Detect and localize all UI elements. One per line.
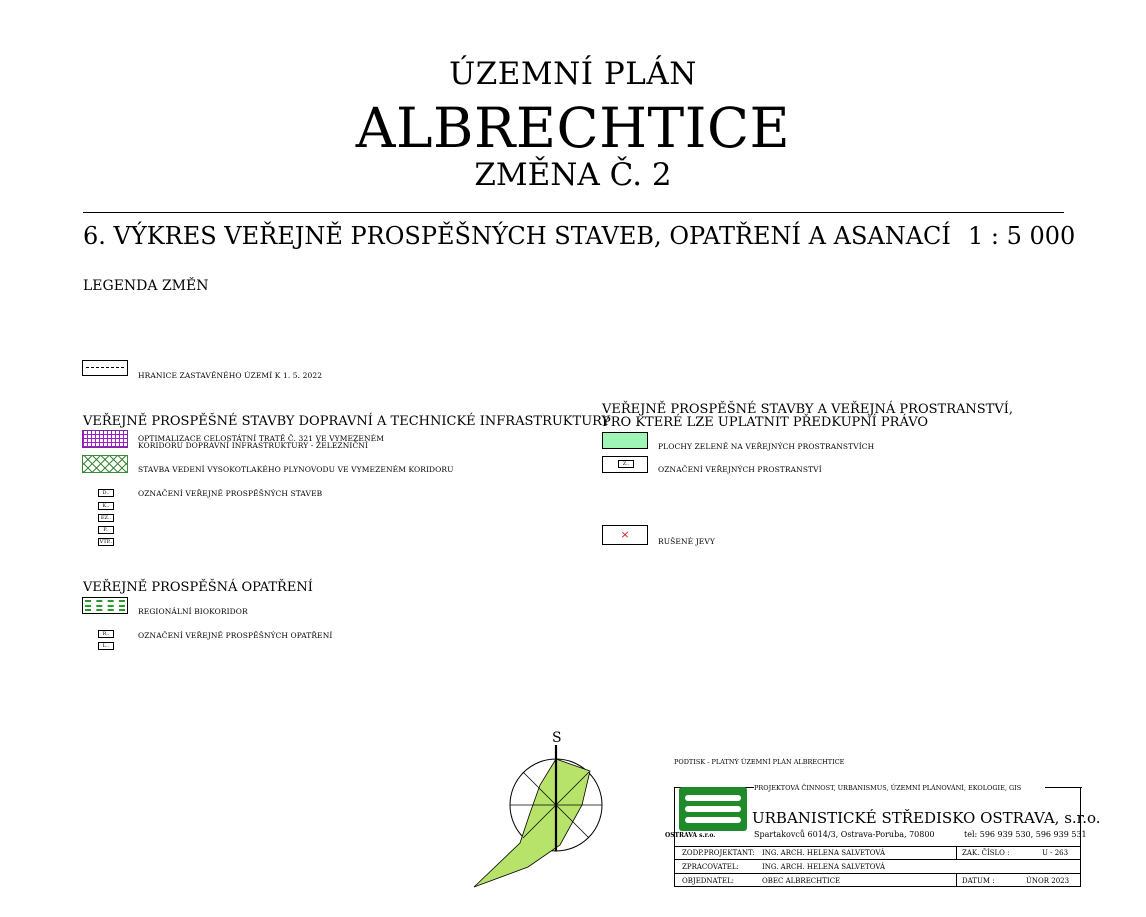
greenery-label: PLOCHY ZELENĚ NA VEŘEJNÝCH PROSTRANSTVÍCH (658, 442, 875, 451)
table-row-1-keyval: U - 263 (1042, 849, 1069, 857)
table-divider-1 (956, 846, 957, 859)
title-divider (83, 212, 1064, 213)
cancelled-label: RUŠENÉ JEVY (658, 537, 715, 546)
railway-label-2: KORIDORU DOPRAVNÍ INFRASTRUKTURY - ŽELEZNIČNÍ (138, 441, 369, 450)
infra-heading: VEŘEJNĚ PROSPĚŠNÉ STAVBY DOPRAVNÍ A TECHNICKÉ INFRASTRUKTURY (83, 414, 611, 429)
title-block-top-right-line (1045, 787, 1082, 788)
table-row-3-key: DATUM : (962, 877, 995, 885)
plan-title: ÚZEMNÍ PLÁN (449, 56, 697, 92)
railway-corridor-swatch (82, 430, 128, 448)
boundary-dash-line (86, 367, 124, 368)
table-rule-top (674, 846, 1081, 847)
biocorridor-line-bottom (85, 609, 125, 611)
north-label: S (552, 730, 562, 746)
vps-codes-label: OZNAČENÍ VEŘEJNĚ PROSPĚŠNÝCH STAVEB (138, 489, 323, 498)
company-address: Spartakovců 6014/3, Ostrava-Poruba, 70800 (754, 830, 935, 839)
public-space-swatch (602, 456, 648, 473)
biocorridor-label: REGIONÁLNÍ BIOKORIDOR (138, 607, 248, 616)
public-space-code: Z.. (618, 460, 634, 468)
logo-stripe-2 (685, 806, 741, 812)
public-heading-2: PRO KTERÉ LZE UPLATNIT PŘEDKUPNÍ PRÁVO (602, 415, 929, 430)
table-row-3-keyval: ÚNOR 2023 (1026, 877, 1070, 885)
biocorridor-line-top (85, 600, 125, 602)
boundary-label: HRANICE ZASTAVĚNÉHO ÚZEMÍ K 1. 5. 2022 (138, 371, 323, 380)
biocorridor-line-mid (85, 605, 125, 607)
table-rule-2 (674, 873, 1081, 874)
public-space-label: OZNAČENÍ VEŘEJNÝCH PROSTRANSTVÍ (658, 465, 822, 474)
biocorridor-swatch (82, 597, 128, 614)
sheet-scale: 1 : 5 000 (968, 222, 1076, 250)
vps-code-p: P.. (98, 526, 114, 534)
logo-stripe-3 (685, 817, 741, 823)
table-rule-1 (674, 859, 1081, 860)
vpo-codes-label: OZNAČENÍ VEŘEJNĚ PROSPĚŠNÝCH OPATŘENÍ (138, 631, 333, 640)
company-name: URBANISTICKÉ STŘEDISKO OSTRAVA, s.r.o. (752, 809, 1101, 827)
underlay-note: PODTISK - PLATNÝ ÚZEMNÍ PLÁN ALBRECHTICE (674, 758, 845, 766)
sheet-title: 6. VÝKRES VEŘEJNĚ PROSPĚŠNÝCH STAVEB, OPATŘENÍ A ASANACÍ (83, 222, 951, 250)
cancelled-swatch: × (602, 525, 648, 545)
greenery-swatch (602, 432, 648, 449)
table-row-2-value: ING. ARCH. HELENA SALVETOVÁ (762, 863, 886, 871)
table-row-3-label: OBJEDNATEL: (682, 877, 734, 885)
boundary-swatch (82, 360, 128, 376)
company-phone: tel: 596 939 530, 596 939 531 (964, 830, 1087, 839)
vpo-code-l: L.. (98, 642, 114, 650)
table-divider-2 (956, 873, 957, 887)
vps-code-ez: EZ.. (98, 514, 114, 522)
table-row-1-label: ZODP.PROJEKTANT: (682, 849, 755, 857)
municipality-title: ALBRECHTICE (355, 96, 791, 160)
title-block-table (674, 846, 1081, 887)
vpo-code-r: R.. (98, 630, 114, 638)
legend-title: LEGENDA ZMĚN (83, 278, 209, 294)
vps-code-k: K.. (98, 502, 114, 510)
company-logo (665, 787, 749, 839)
measures-heading: VEŘEJNĚ PROSPĚŠNÁ OPATŘENÍ (83, 580, 313, 595)
vps-code-d: D.. (98, 489, 114, 497)
company-activities: PROJEKTOVÁ ČINNOST, URBANISMUS, ÚZEMNÍ PLÁNOVÁNÍ, EKOLOGIE, GIS (754, 784, 1022, 792)
logo-block (679, 787, 747, 831)
table-row-3-value: OBEC ALBRECHTICE (762, 877, 841, 885)
railway-label-1: OPTIMALIZACE CELOSTÁTNÍ TRATĚ Č. 321 VE VYMEZENÉM (138, 434, 384, 443)
logo-caption: OSTRAVA s.r.o. (665, 832, 716, 839)
public-heading-1: VEŘEJNĚ PROSPĚŠNÉ STAVBY A VEŘEJNÁ PROSTRANSTVÍ, (602, 402, 1013, 417)
logo-stripe-1 (685, 795, 741, 801)
gas-corridor-swatch (82, 455, 128, 473)
table-row-1-key: ZAK. ČÍSLO : (962, 849, 1010, 857)
gas-label: STAVBA VEDENÍ VYSOKOTLAKÉHO PLYNOVODU VE VYMEZENÉM KORIDORU (138, 465, 454, 474)
table-row-1-value: ING. ARCH. HELENA SALVETOVÁ (762, 849, 886, 857)
vps-code-vtp: VTP.. (99, 539, 113, 545)
change-title: ZMĚNA Č. 2 (474, 157, 672, 193)
north-arrow-icon (470, 745, 610, 890)
table-row-2-label: ZPRACOVATEL: (682, 863, 739, 871)
